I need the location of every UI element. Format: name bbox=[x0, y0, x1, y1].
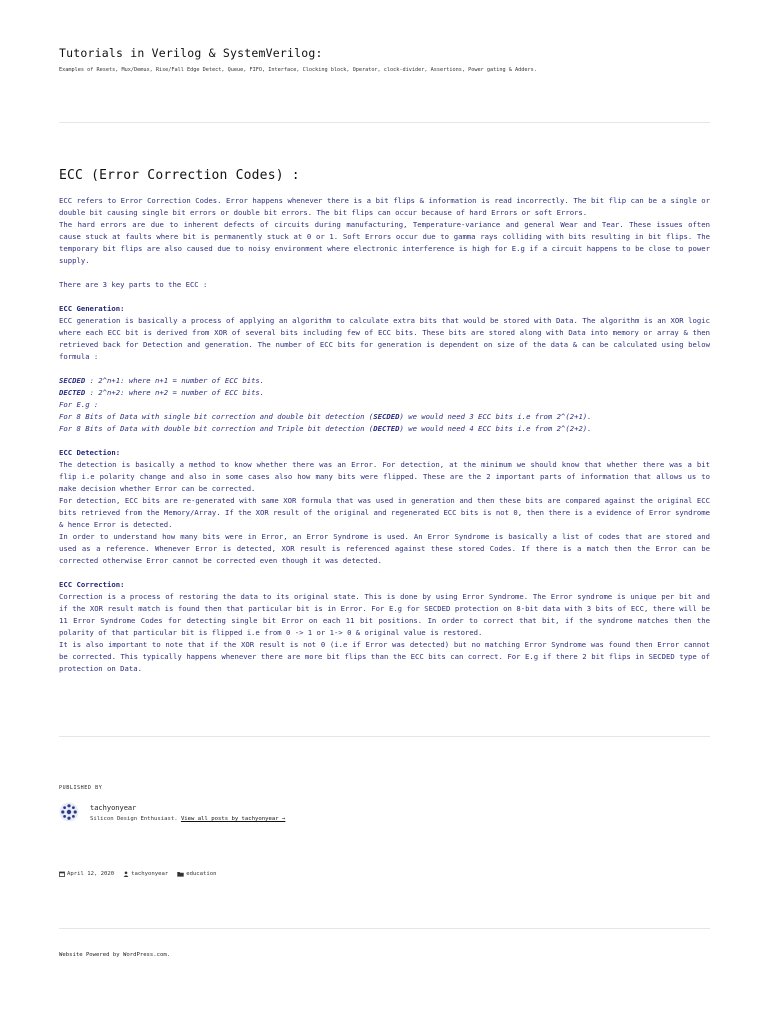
dected-formula: : 2^n+2: where n+2 = number of ECC bits. bbox=[85, 388, 265, 397]
section-heading-detection: ECC Detection: bbox=[59, 448, 121, 457]
dected-label: DECTED bbox=[373, 424, 400, 433]
content-divider bbox=[59, 736, 710, 737]
paragraph: ECC refers to Error Correction Codes. Error happens whenever there is a bit flips & information is read incorrectly. The bit flip can be a single or double bit causing single bit errors or double bit errors. The bit flips can occur because of hard Errors or soft Errors. bbox=[59, 196, 710, 217]
post-content bbox=[59, 195, 710, 675]
example-label: For E.g : bbox=[59, 400, 99, 409]
section-heading-generation: ECC Generation: bbox=[59, 304, 125, 313]
example-dected bbox=[59, 423, 710, 435]
paragraph: ECC generation is basically a process of applying an algorithm to calculate extra bits that would be stored with Data. The algorithm is an XOR logic where each ECC bit is derived from XOR of several bits including few of ECC bits. These bits are stored along with Data into memory or array & then retrieved back for Detection and generation. The number of ECC bits for generation is dependent on size of the data & can be calculated using below formula : bbox=[59, 316, 710, 361]
view-all-posts-link[interactable]: View all posts by tachyonyear → bbox=[180, 816, 286, 822]
folder-icon bbox=[177, 871, 184, 877]
post-author-text: tachyonyear bbox=[131, 871, 169, 877]
post-title: ECC (Error Correction Codes) : bbox=[59, 168, 300, 183]
footer-divider bbox=[59, 928, 710, 929]
post-date[interactable] bbox=[59, 871, 114, 877]
author-bio-text: Silicon Design Enthusiast. bbox=[90, 816, 181, 822]
published-by-label: PUBLISHED BY bbox=[59, 785, 103, 791]
post-category-text: education bbox=[186, 871, 217, 877]
post-meta bbox=[59, 871, 226, 877]
avatar[interactable] bbox=[59, 802, 79, 822]
footer-credit[interactable]: Website Powered by WordPress.com. bbox=[59, 952, 171, 958]
section-heading-correction: ECC Correction: bbox=[59, 580, 125, 589]
post-author[interactable] bbox=[123, 871, 168, 877]
secded-formula: : 2^n+1: where n+1 = number of ECC bits. bbox=[85, 376, 265, 385]
site-title[interactable]: Tutorials in Verilog & SystemVerilog: bbox=[59, 46, 323, 60]
paragraph: In order to understand how many bits were in Error, an Error Syndrome is used. An Error Syndrome is basically a list of codes that are stored and used as a reference. Whenever Error is detected, XOR result is referenced against these stored Codes. If there is a match then the Error can be corrected otherwise Error cannot be corrected even though it was detected. bbox=[59, 532, 710, 565]
example-secded-pre: For 8 Bits of Data with single bit correction and double bit detection ( bbox=[59, 412, 374, 421]
example-secded-post: ) we would need 3 ECC bits i.e from 2^(2+1). bbox=[399, 412, 592, 421]
paragraph: For detection, ECC bits are re-generated with same XOR formula that was used in generation and then these bits are compared against the original ECC bits retrieved from the Memory/Array. If the XOR result of the original and regenerated ECC bits is not 0, then there is a evidence of Error syndrome & hence Error is detected. bbox=[59, 496, 710, 529]
example-dected-pre: For 8 Bits of Data with double bit correction and Triple bit detection ( bbox=[59, 424, 374, 433]
example-dected-post: ) we would need 4 ECC bits i.e from 2^(2+2). bbox=[399, 424, 592, 433]
paragraph: It is also important to note that if the XOR result is not 0 (i.e if Error was detected) but no matching Error Syndrome was found then Error cannot be corrected. This typically happens whenever there are more bit flips than the ECC bits can correct. For E.g if there 2 bit flips in SECDED type of protection on Data. bbox=[59, 640, 710, 673]
paragraph: The hard errors are due to inherent defects of circuits during manufacturing, Temperature-variance and general Wear and Tear. These issues often cause stuck at faults where bit is permanently stuck at 0 or 1. Soft Errors occur due to gamma rays colliding with bits resulting in bit flips. The temporary bit flips are also caused due to noisy environment where electronic interference is high for E.g if a circuit happens to be close to power supply. bbox=[59, 220, 710, 265]
secded-label: SECDED bbox=[373, 412, 400, 421]
post-date-text: April 12, 2020 bbox=[67, 871, 115, 877]
formula-secded bbox=[59, 375, 710, 387]
header-divider bbox=[59, 122, 710, 123]
site-description: Examples of Resets, Mux/Demux, Rise/Fall Edge Detect, Queue, FIFO, Interface, Clocking block, Operator, clock-divider, Assertions, Power gating & Adders. bbox=[59, 67, 537, 73]
person-icon bbox=[123, 871, 129, 877]
paragraph: There are 3 key parts to the ECC : bbox=[59, 280, 208, 289]
calendar-icon bbox=[59, 871, 65, 877]
dected-label: DECTED bbox=[59, 388, 86, 397]
author-name: tachyonyear bbox=[90, 804, 137, 812]
author-bio bbox=[90, 816, 285, 822]
paragraph: The detection is basically a method to know whether there was an Error. For detection, at the minimum we should know that whether there was a bit flip i.e polarity change and also in some cases also how many bits were flipped. These are the 2 important parts of information that allows us to make decision whether Error can be corrected. bbox=[59, 460, 710, 493]
example-secded bbox=[59, 411, 710, 423]
formula-dected bbox=[59, 387, 710, 399]
secded-label: SECDED bbox=[59, 376, 86, 385]
paragraph: Correction is a process of restoring the data to its original state. This is done by using Error Syndrome. The Error syndrome is unique per bit and if the XOR result match is found then that particular bit is in Error. For E.g for SECDED protection on 8-bit data with 3 bits of ECC, there will be 11 Error Syndrome Codes for detecting single bit Error on each 11 bit positions. In order to correct that bit, if the syndrome matches then the polarity of that particular bit is flipped i.e from 0 -> 1 or 1-> 0 & original value is restored. bbox=[59, 592, 710, 637]
post-category[interactable] bbox=[177, 871, 216, 877]
